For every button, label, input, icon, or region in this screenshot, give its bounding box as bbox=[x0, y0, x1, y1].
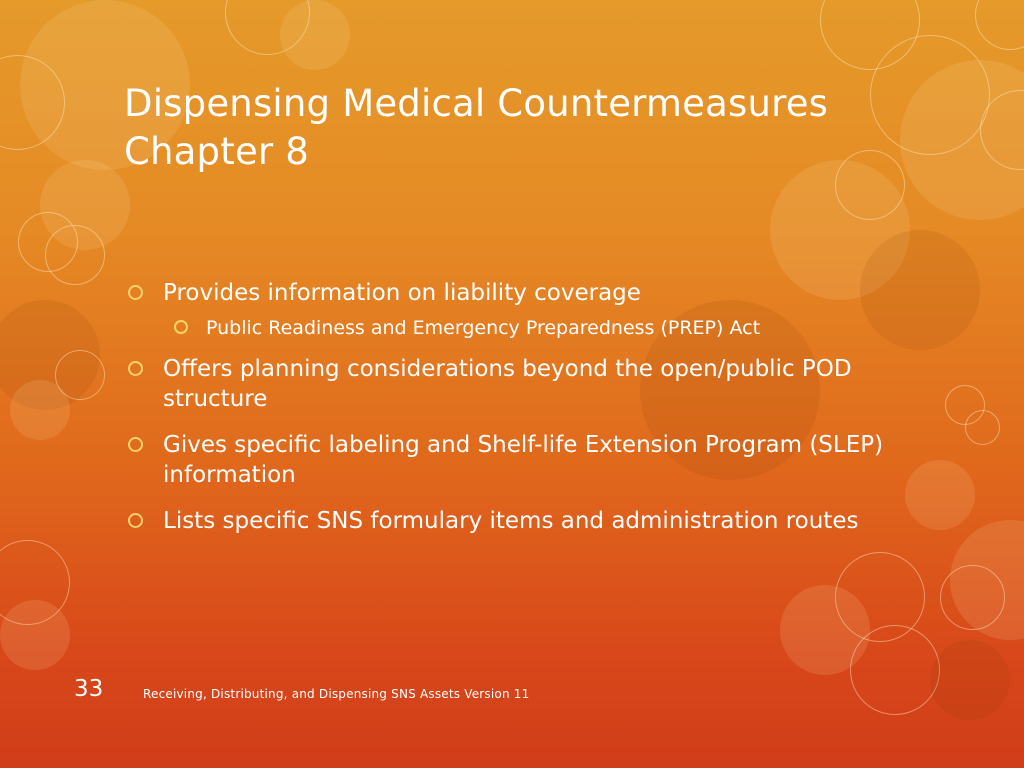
bullet-item bbox=[128, 354, 898, 414]
slide-number: 33 bbox=[74, 676, 104, 702]
bullet-ring-icon bbox=[128, 361, 143, 376]
bullet-item bbox=[128, 506, 898, 536]
bullet-ring-icon bbox=[128, 285, 143, 300]
bullet-ring-icon bbox=[128, 437, 143, 452]
bullet-text: Lists specific SNS formulary items and administration routes bbox=[163, 508, 859, 534]
bullet-item bbox=[128, 430, 898, 490]
bullet-text: Offers planning considerations beyond the open/public POD structure bbox=[163, 356, 852, 412]
slide-title bbox=[124, 80, 944, 176]
sub-bullet-item bbox=[174, 314, 898, 342]
bullet-list bbox=[128, 278, 898, 552]
slide-footer: Receiving, Distributing, and Dispensing SNS Assets Version 11 bbox=[143, 687, 530, 701]
bullet-ring-icon bbox=[174, 320, 188, 334]
bullet-text: Gives specific labeling and Shelf-life Extension Program (SLEP) information bbox=[163, 432, 884, 488]
bullet-ring-icon bbox=[128, 513, 143, 528]
sub-bullet-text: Public Readiness and Emergency Preparedness (PREP) Act bbox=[206, 317, 761, 339]
bullet-item bbox=[128, 278, 898, 308]
bullet-text: Provides information on liability coverage bbox=[163, 280, 641, 306]
slide-title-line-1: Dispensing Medical Countermeasures bbox=[124, 82, 829, 125]
slide-title-line-2: Chapter 8 bbox=[124, 130, 310, 173]
